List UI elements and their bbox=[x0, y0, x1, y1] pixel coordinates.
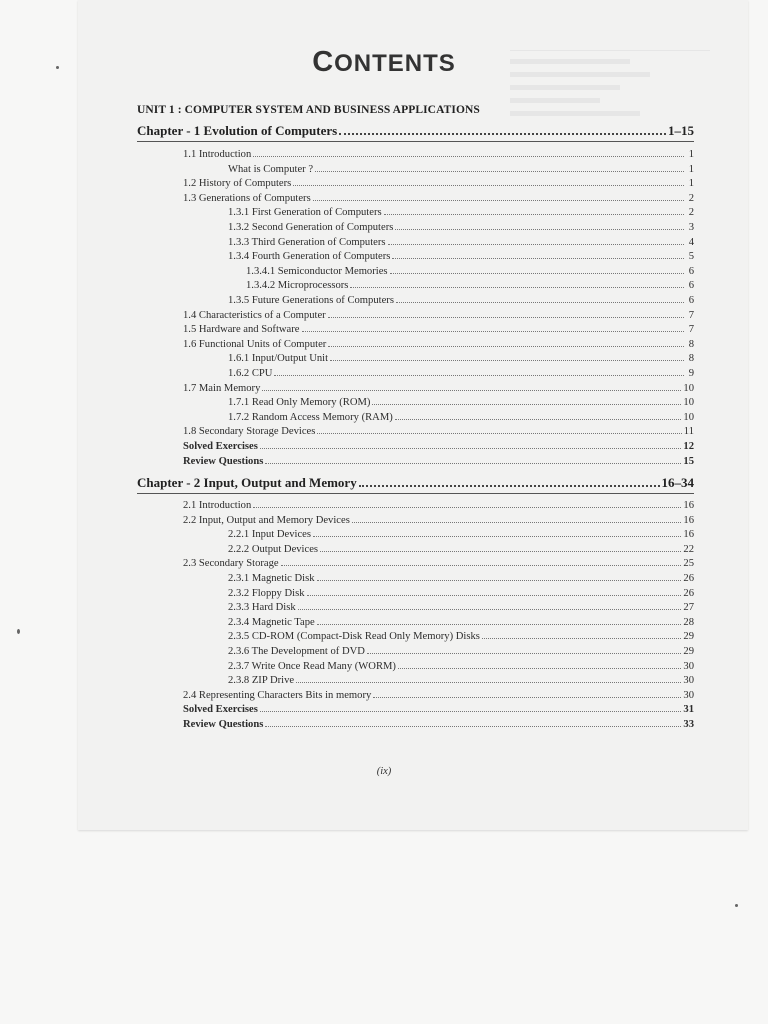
toc-entry bbox=[183, 192, 694, 205]
toc-entry-title: Review Questions bbox=[183, 455, 264, 467]
chapter-heading bbox=[137, 475, 694, 494]
page-title: CONTENTS bbox=[312, 46, 456, 78]
toc-entry-page: 6 bbox=[688, 265, 694, 277]
dot-leader bbox=[392, 258, 684, 259]
dot-leader bbox=[396, 302, 684, 303]
toc-entry-title: 2.2 Input, Output and Memory Devices bbox=[183, 514, 350, 526]
toc-entry bbox=[228, 630, 694, 643]
toc-entry-page: 30 bbox=[683, 675, 694, 687]
chapter-page-range: 16–34 bbox=[661, 475, 694, 490]
toc-entry-title: 1.3.3 Third Generation of Computers bbox=[228, 236, 386, 248]
toc-entry bbox=[246, 279, 694, 292]
dot-leader bbox=[359, 485, 660, 487]
chapter-heading bbox=[137, 123, 694, 142]
toc-entry-title: 1.3.2 Second Generation of Computers bbox=[228, 222, 394, 233]
toc-entry-title: 1.7 Main Memory bbox=[183, 382, 261, 394]
toc-entry-page: 10 bbox=[683, 411, 694, 423]
toc-entry-title: Solved Exercises bbox=[183, 704, 258, 716]
toc-entry-title: 1.5 Hardware and Software bbox=[183, 324, 300, 336]
toc-entry bbox=[228, 352, 694, 365]
toc-entry-page: 1 bbox=[688, 149, 694, 160]
toc-entry bbox=[228, 543, 694, 556]
toc-entry bbox=[246, 265, 694, 278]
scan-speck bbox=[17, 629, 20, 634]
toc-entry bbox=[228, 601, 694, 614]
dot-leader bbox=[317, 433, 681, 434]
toc-entry-title: 2.3.6 The Development of DVD bbox=[228, 646, 365, 657]
toc-entry-title: What is Computer ? bbox=[228, 163, 314, 175]
toc-entry-page: 10 bbox=[683, 397, 694, 409]
dot-leader bbox=[253, 156, 684, 157]
toc-entry-title: 1.6 Functional Units of Computer bbox=[183, 338, 327, 350]
toc-entry-title: 1.3.1 First Generation of Computers bbox=[228, 207, 382, 219]
toc-entry-title: 2.3.8 ZIP Drive bbox=[228, 675, 295, 687]
dot-leader bbox=[350, 287, 684, 288]
dot-leader bbox=[296, 682, 681, 683]
toc-entry bbox=[228, 660, 694, 673]
toc-entry bbox=[228, 616, 694, 629]
toc-entry bbox=[228, 645, 694, 658]
toc-entry bbox=[183, 309, 694, 322]
dot-leader bbox=[352, 522, 682, 523]
toc-entry-page: 10 bbox=[683, 382, 694, 394]
toc-entry bbox=[228, 587, 694, 600]
dot-leader bbox=[373, 697, 681, 698]
toc-entry-title: 2.1 Introduction bbox=[183, 500, 252, 511]
toc-entry-page: 8 bbox=[688, 338, 694, 350]
dot-leader bbox=[262, 390, 681, 391]
toc-entry bbox=[228, 367, 694, 380]
toc-entry bbox=[183, 148, 694, 161]
toc-entry bbox=[228, 674, 694, 687]
toc-entry-page: 1 bbox=[688, 163, 694, 175]
toc-entry-page: 7 bbox=[688, 324, 694, 336]
toc-entry bbox=[228, 411, 694, 424]
toc-entry-title: 1.3.5 Future Generations of Computers bbox=[228, 295, 394, 306]
dot-leader bbox=[298, 609, 682, 610]
toc-entry bbox=[228, 221, 694, 234]
toc-entry bbox=[228, 206, 694, 219]
toc-entry-title: 2.3.2 Floppy Disk bbox=[228, 587, 305, 599]
toc-entry-title: 1.1 Introduction bbox=[183, 149, 252, 160]
toc-entry-page: 2 bbox=[688, 207, 694, 219]
toc-entry-page: 22 bbox=[683, 543, 694, 555]
unit-heading: UNIT 1 : COMPUTER SYSTEM AND BUSINESS APPLICATIONS bbox=[137, 104, 480, 116]
toc-entry-page: 6 bbox=[688, 295, 694, 306]
page-number: (ix) bbox=[376, 766, 392, 777]
toc-entry-page: 31 bbox=[683, 704, 694, 716]
dot-leader bbox=[372, 404, 681, 405]
toc-entry bbox=[183, 177, 694, 190]
toc-entry-title: 2.3 Secondary Storage bbox=[183, 558, 279, 570]
toc-entry bbox=[183, 499, 694, 512]
toc-entry-page: 16 bbox=[683, 500, 694, 511]
dot-leader bbox=[293, 185, 684, 186]
toc-entry-page: 1 bbox=[688, 178, 694, 190]
dot-leader bbox=[281, 565, 682, 566]
dot-leader bbox=[482, 638, 682, 639]
toc-entry-title: Solved Exercises bbox=[183, 441, 258, 452]
toc-entry-page: 12 bbox=[683, 441, 694, 452]
toc-section-summary bbox=[183, 455, 694, 468]
dot-leader bbox=[390, 273, 684, 274]
toc-entry-title: 2.3.3 Hard Disk bbox=[228, 602, 296, 614]
toc-entry-page: 6 bbox=[688, 280, 694, 292]
toc-entry-page: 4 bbox=[688, 236, 694, 248]
toc-entry-title: 1.7.2 Random Access Memory (RAM) bbox=[228, 411, 393, 423]
toc-entry bbox=[183, 323, 694, 336]
toc-section-summary bbox=[183, 718, 694, 731]
dot-leader bbox=[328, 317, 684, 318]
toc-entry-page: 25 bbox=[683, 558, 694, 570]
dot-leader bbox=[398, 668, 681, 669]
dot-leader bbox=[265, 726, 681, 727]
toc-entry-page: 5 bbox=[688, 251, 694, 263]
toc-entry bbox=[228, 294, 694, 307]
toc-entry-title: 1.8 Secondary Storage Devices bbox=[183, 426, 316, 438]
dot-leader bbox=[302, 331, 685, 332]
toc-entry-title: 1.2 History of Computers bbox=[183, 178, 292, 190]
toc-entry-page: 15 bbox=[683, 455, 694, 467]
toc-entry-title: 2.3.7 Write Once Read Many (WORM) bbox=[228, 660, 396, 672]
scan-speck bbox=[735, 904, 738, 907]
toc-section-summary bbox=[183, 703, 694, 716]
toc-entry-page: 30 bbox=[683, 689, 694, 701]
toc-entry-page: 16 bbox=[683, 514, 694, 526]
toc-entry-page: 26 bbox=[683, 573, 694, 584]
dot-leader bbox=[307, 595, 682, 596]
dot-leader bbox=[388, 244, 684, 245]
toc-entry-page: 16 bbox=[683, 529, 694, 541]
toc-entry-title: 2.2.2 Output Devices bbox=[228, 543, 319, 555]
toc-entry-page: 2 bbox=[688, 192, 694, 204]
toc-entry-page: 29 bbox=[683, 646, 694, 657]
toc-entry-title: 1.7.1 Read Only Memory (ROM) bbox=[228, 397, 371, 409]
toc-section-summary bbox=[183, 440, 694, 453]
toc-entry bbox=[183, 689, 694, 702]
dot-leader bbox=[339, 133, 666, 135]
dot-leader bbox=[328, 346, 684, 347]
toc-entry-title: 1.3.4 Fourth Generation of Computers bbox=[228, 251, 391, 263]
chapter-title: Chapter - 2 Input, Output and Memory bbox=[137, 475, 357, 490]
dot-leader bbox=[320, 551, 681, 552]
dot-leader bbox=[265, 463, 681, 464]
dot-leader bbox=[395, 419, 682, 420]
toc-entry-title: 2.3.4 Magnetic Tape bbox=[228, 616, 315, 628]
toc-entry bbox=[228, 250, 694, 263]
dot-leader bbox=[313, 200, 684, 201]
toc-entry bbox=[228, 572, 694, 585]
chapter-page-range: 1–15 bbox=[668, 123, 694, 138]
toc-entry-title: 2.3.1 Magnetic Disk bbox=[228, 573, 315, 584]
toc-entry-page: 33 bbox=[683, 719, 694, 730]
toc-entry bbox=[183, 382, 694, 395]
dot-leader bbox=[260, 448, 682, 449]
dot-leader bbox=[260, 711, 682, 712]
dot-leader bbox=[317, 580, 682, 581]
toc-entry-page: 3 bbox=[688, 222, 694, 233]
dot-leader bbox=[313, 536, 681, 537]
toc-entry-page: 8 bbox=[688, 353, 694, 365]
toc-entry-page: 26 bbox=[683, 587, 694, 599]
toc-entry-title: Review Questions bbox=[183, 719, 264, 730]
toc-entry bbox=[183, 557, 694, 570]
toc-entry-title: 1.3 Generations of Computers bbox=[183, 192, 311, 204]
toc-entry-title: 1.3.4.1 Semiconductor Memories bbox=[246, 265, 388, 277]
toc-entry bbox=[228, 396, 694, 409]
dot-leader bbox=[317, 624, 682, 625]
toc-entry-title: 2.2.1 Input Devices bbox=[228, 529, 311, 541]
toc-entry-page: 11 bbox=[683, 426, 694, 438]
toc-entry-page: 27 bbox=[683, 602, 694, 614]
toc-entry-page: 29 bbox=[683, 631, 694, 643]
toc-entry bbox=[183, 425, 694, 438]
dot-leader bbox=[367, 653, 681, 654]
dot-leader bbox=[395, 229, 684, 230]
chapter-title: Chapter - 1 Evolution of Computers bbox=[137, 123, 338, 138]
toc-entry-title: 1.3.4.2 Microprocessors bbox=[246, 280, 349, 292]
toc-entry-page: 9 bbox=[688, 368, 694, 379]
toc-entry bbox=[228, 528, 694, 541]
dot-leader bbox=[253, 507, 681, 508]
toc-entry bbox=[228, 163, 694, 176]
dot-leader bbox=[330, 360, 684, 361]
toc-entry bbox=[183, 338, 694, 351]
toc-entry-title: 2.3.5 CD-ROM (Compact-Disk Read Only Memory) Disks bbox=[228, 631, 480, 643]
toc-entry-title: 2.4 Representing Characters Bits in memory bbox=[183, 689, 372, 701]
dot-leader bbox=[274, 375, 684, 376]
toc-entry-page: 7 bbox=[688, 309, 694, 321]
toc-entry-title: 1.6.1 Input/Output Unit bbox=[228, 353, 329, 365]
toc-entry-title: 1.6.2 CPU bbox=[228, 368, 273, 379]
toc-entry-page: 30 bbox=[683, 660, 694, 672]
toc-entry-page: 28 bbox=[683, 616, 694, 628]
toc-entry bbox=[183, 514, 694, 527]
dot-leader bbox=[315, 171, 684, 172]
dot-leader bbox=[384, 214, 684, 215]
scan-speck bbox=[56, 66, 59, 69]
toc-entry bbox=[228, 236, 694, 249]
toc-entry-title: 1.4 Characteristics of a Computer bbox=[183, 309, 326, 321]
